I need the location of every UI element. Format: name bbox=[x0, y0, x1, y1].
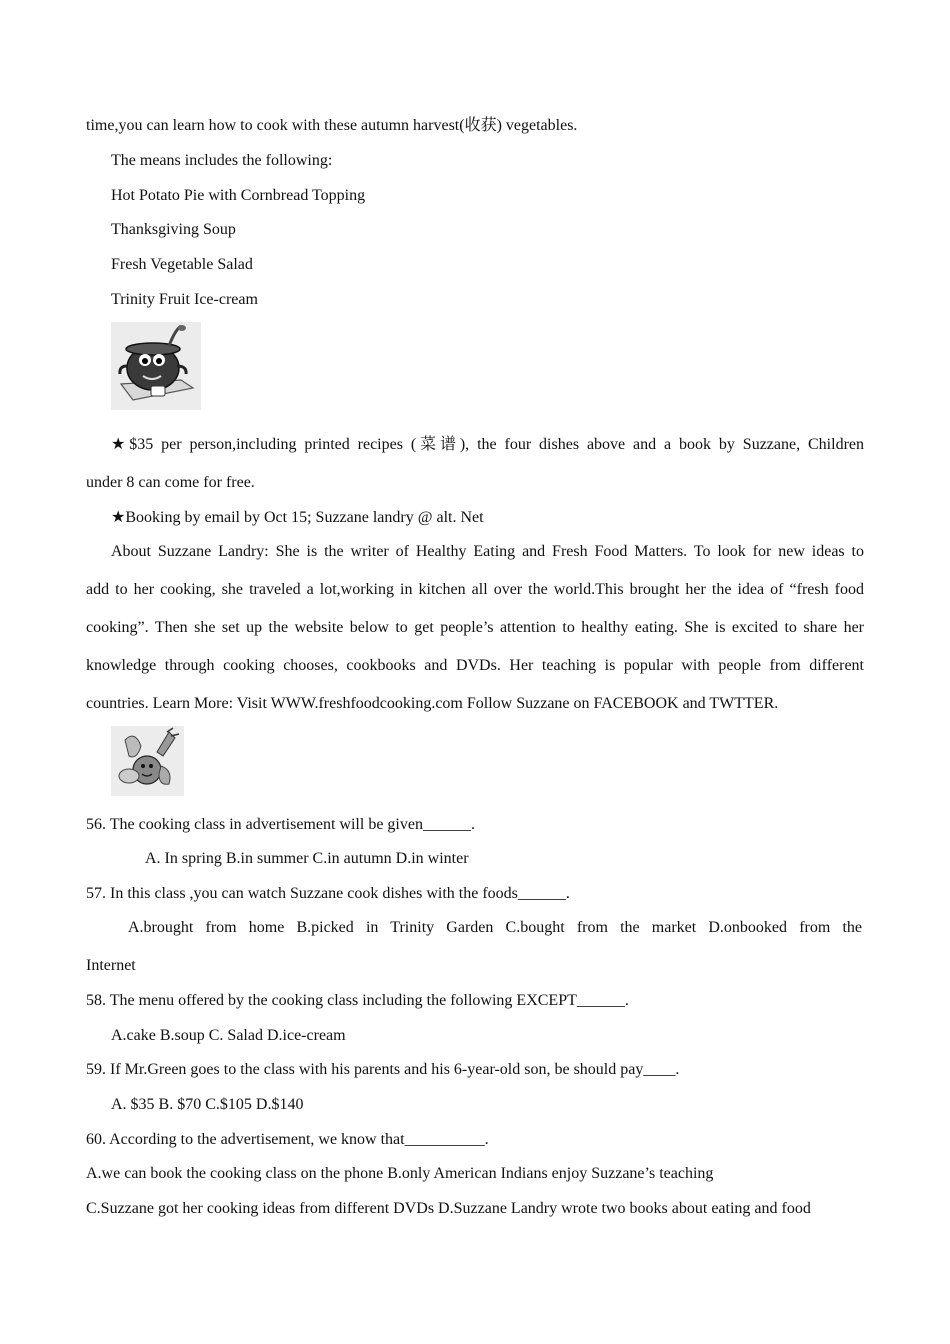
cooking-pot-illustration bbox=[111, 322, 201, 410]
question-59: 59. If Mr.Green goes to the class with his parents and his 6-year-old son, be should pay____. bbox=[86, 1061, 680, 1078]
about-paragraph-line: add to her cooking, she traveled a lot,working in kitchen all over the world.This brought her the idea of “fresh food bbox=[86, 581, 864, 598]
question-57: 57. In this class ,you can watch Suzzane cook dishes with the foods______. bbox=[86, 885, 570, 902]
about-paragraph-line: knowledge through cooking chooses, cookbooks and DVDs. Her teaching is popular with people from different bbox=[86, 657, 864, 674]
question-57-options: A.brought from home B.picked in Trinity Garden C.bought from the market D.onbooked from the bbox=[128, 919, 862, 936]
menu-item: Fresh Vegetable Salad bbox=[111, 256, 253, 273]
about-paragraph-line: About Suzzane Landry: She is the writer of Healthy Eating and Fresh Food Matters. To look for new ideas to bbox=[111, 543, 864, 560]
question-60: 60. According to the advertisement, we know that__________. bbox=[86, 1131, 489, 1148]
question-57-options-cont: Internet bbox=[86, 957, 136, 974]
menu-item: Trinity Fruit Ice-cream bbox=[111, 291, 258, 308]
intro-line: time,you can learn how to cook with these autumn harvest(收获) vegetables. bbox=[86, 117, 578, 134]
price-line: ★$35 per person,including printed recipes (菜谱), the four dishes above and a book by Suzzane, Children bbox=[111, 436, 864, 453]
question-58-options: A.cake B.soup C. Salad D.ice-cream bbox=[111, 1027, 346, 1044]
question-59-options: A. $35 B. $70 C.$105 D.$140 bbox=[111, 1096, 304, 1113]
menu-item: Thanksgiving Soup bbox=[111, 221, 236, 238]
menu-intro: The means includes the following: bbox=[111, 152, 333, 169]
question-60-options-cont: C.Suzzane got her cooking ideas from different DVDs D.Suzzane Landry wrote two books about eating and food bbox=[86, 1200, 811, 1217]
about-paragraph-line: countries. Learn More: Visit WWW.freshfoodcooking.com Follow Suzzane on FACEBOOK and TWTTER. bbox=[86, 695, 779, 712]
question-56: 56. The cooking class in advertisement will be given______. bbox=[86, 816, 475, 833]
question-58: 58. The menu offered by the cooking class including the following EXCEPT______. bbox=[86, 992, 629, 1009]
price-line-cont: under 8 can come for free. bbox=[86, 474, 255, 491]
booking-line: ★Booking by email by Oct 15; Suzzane landry @ alt. Net bbox=[111, 509, 484, 526]
about-paragraph-line: cooking”. Then she set up the website below to get people’s attention to healthy eating. She is excited to share her bbox=[86, 619, 864, 636]
menu-item: Hot Potato Pie with Cornbread Topping bbox=[111, 187, 366, 204]
question-60-options: A.we can book the cooking class on the phone B.only American Indians enjoy Suzzane’s teaching bbox=[86, 1165, 714, 1182]
vegetables-illustration bbox=[111, 726, 184, 796]
question-56-options: A. In spring B.in summer C.in autumn D.in winter bbox=[145, 850, 469, 867]
